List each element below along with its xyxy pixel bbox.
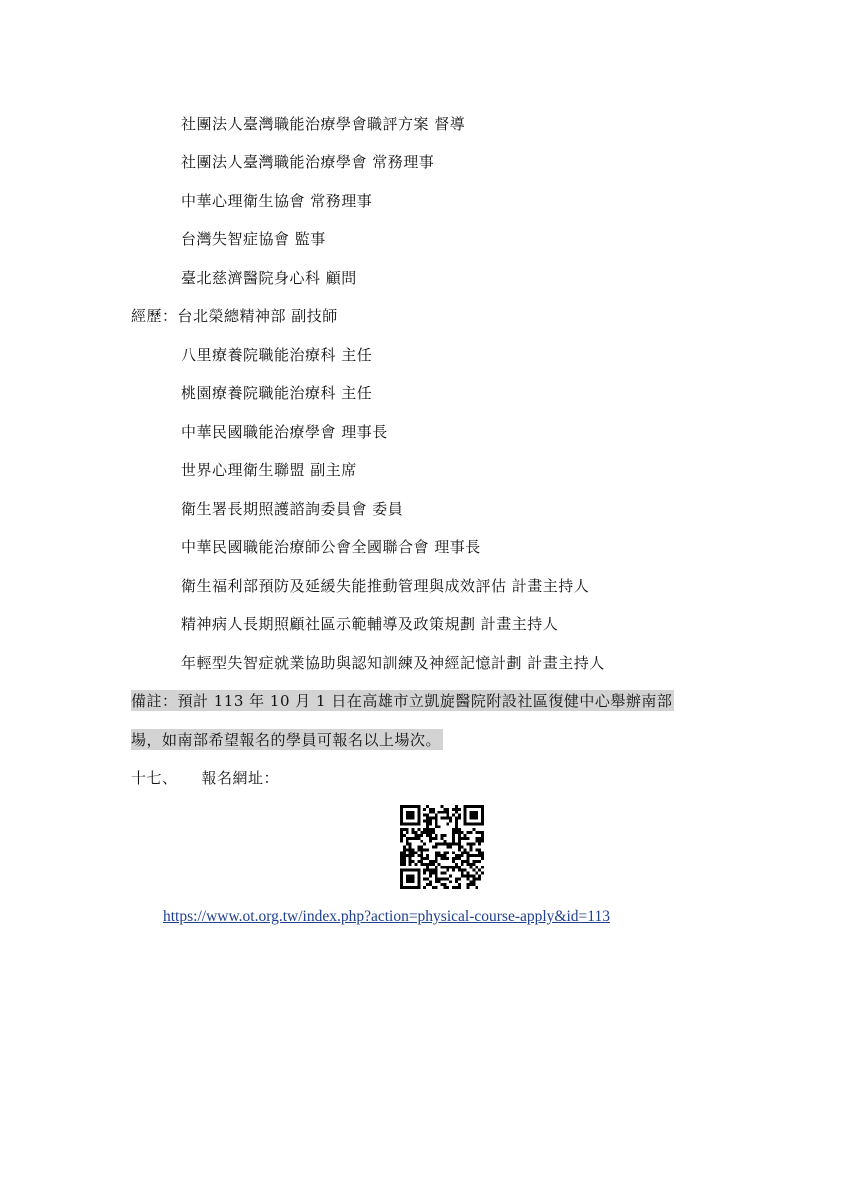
experience-item: 年輕型失智症就業協助與認知訓練及神經記憶計劃 計畫主持人 [181,654,605,672]
note-line-2: 場，如南部希望報名的學員可報名以上場次。 [131,731,442,749]
section-number: 十七、 [131,769,178,787]
role-line: 臺北慈濟醫院身心科 顧問 [181,269,357,287]
experience-item: 桃園療養院職能治療科 主任 [181,384,373,402]
experience-item: 精神病人長期照顧社區示範輔導及政策規劃 計畫主持人 [181,615,559,633]
experience-item: 八里療養院職能治療科 主任 [181,346,373,364]
signup-link[interactable]: https://www.ot.org.tw/index.php?action=physical-course-apply&id=113 [163,908,610,925]
experience-heading [131,305,338,326]
section-17-heading [131,767,279,788]
role-line: 中華心理衛生協會 常務理事 [181,192,373,210]
role-line: 社團法人臺灣職能治療學會 常務理事 [181,153,435,171]
section-label: 報名網址： [201,769,280,787]
experience-label: 經歷： [131,307,178,325]
note-line-1: 備註：預計 113 年 10 月 1 日在高雄市立凱旋醫院附設社區復健中心舉辦南部 [131,692,673,710]
experience-item: 台北榮總精神部 副技師 [177,307,338,325]
experience-item: 衛生署長期照護諮詢委員會 委員 [181,500,404,518]
role-line: 台灣失智症協會 監事 [181,230,326,248]
experience-item: 中華民國職能治療學會 理事長 [181,423,388,441]
qr-code-image [400,805,484,889]
role-line: 社團法人臺灣職能治療學會職評方案 督導 [181,115,466,133]
experience-item: 衛生福利部預防及延緩失能推動管理與成效評估 計畫主持人 [181,577,590,595]
experience-item: 世界心理衛生聯盟 副主席 [181,461,357,479]
experience-item: 中華民國職能治療師公會全國聯合會 理事長 [181,538,481,556]
